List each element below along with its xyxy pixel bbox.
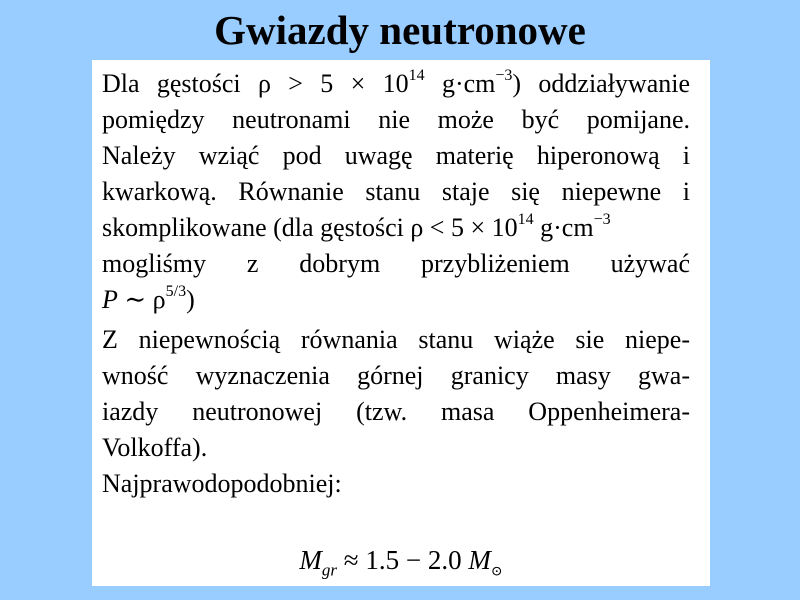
sun-symbol: ⊙ (490, 564, 503, 580)
text-line-8: Z niepewnością równania stanu wiąże sie niepe- (102, 325, 690, 354)
text-line-3: Należy wziąć pod uwagę materię hiperonową i (102, 141, 690, 170)
text-line-2: pomiędzy neutronami nie może być pomijane. (102, 105, 690, 134)
mass-limit-formula: $M_{gr} \approx 1.5 - 2.0$ $M_⊙$ (299, 545, 503, 580)
text-line-11: Volkoffa). (102, 433, 208, 462)
slide-title: Gwiazdy neutronowe (214, 7, 586, 53)
text-line-4: kwarkową. Równanie stanu staje się niepewne i (102, 177, 690, 206)
text-line-9: wność wyznaczenia górnej granicy masy gwa- (102, 361, 690, 390)
text-line-5: skomplikowane (dla gęstości $\rho < 5 \times 10^{14}$ $g\cdot cm^{-3}$ (102, 211, 611, 242)
text-line-12: Najprawodopodobniej: (102, 469, 342, 498)
text-line-7: P ∼ $\rho^{5/3}$) (102, 283, 195, 314)
content-box (92, 60, 710, 586)
text-line-10: iazdy neutronowej (tzw. masa Oppenheimera- (102, 397, 690, 426)
text-line-1: Dla gęstości $\rho > 5 \times 10^{14}$ $g\cdot cm^{-3}$) oddziaływanie (102, 67, 691, 98)
text-line-6: mogliśmy z dobrym przybliżeniem używać (102, 249, 690, 278)
